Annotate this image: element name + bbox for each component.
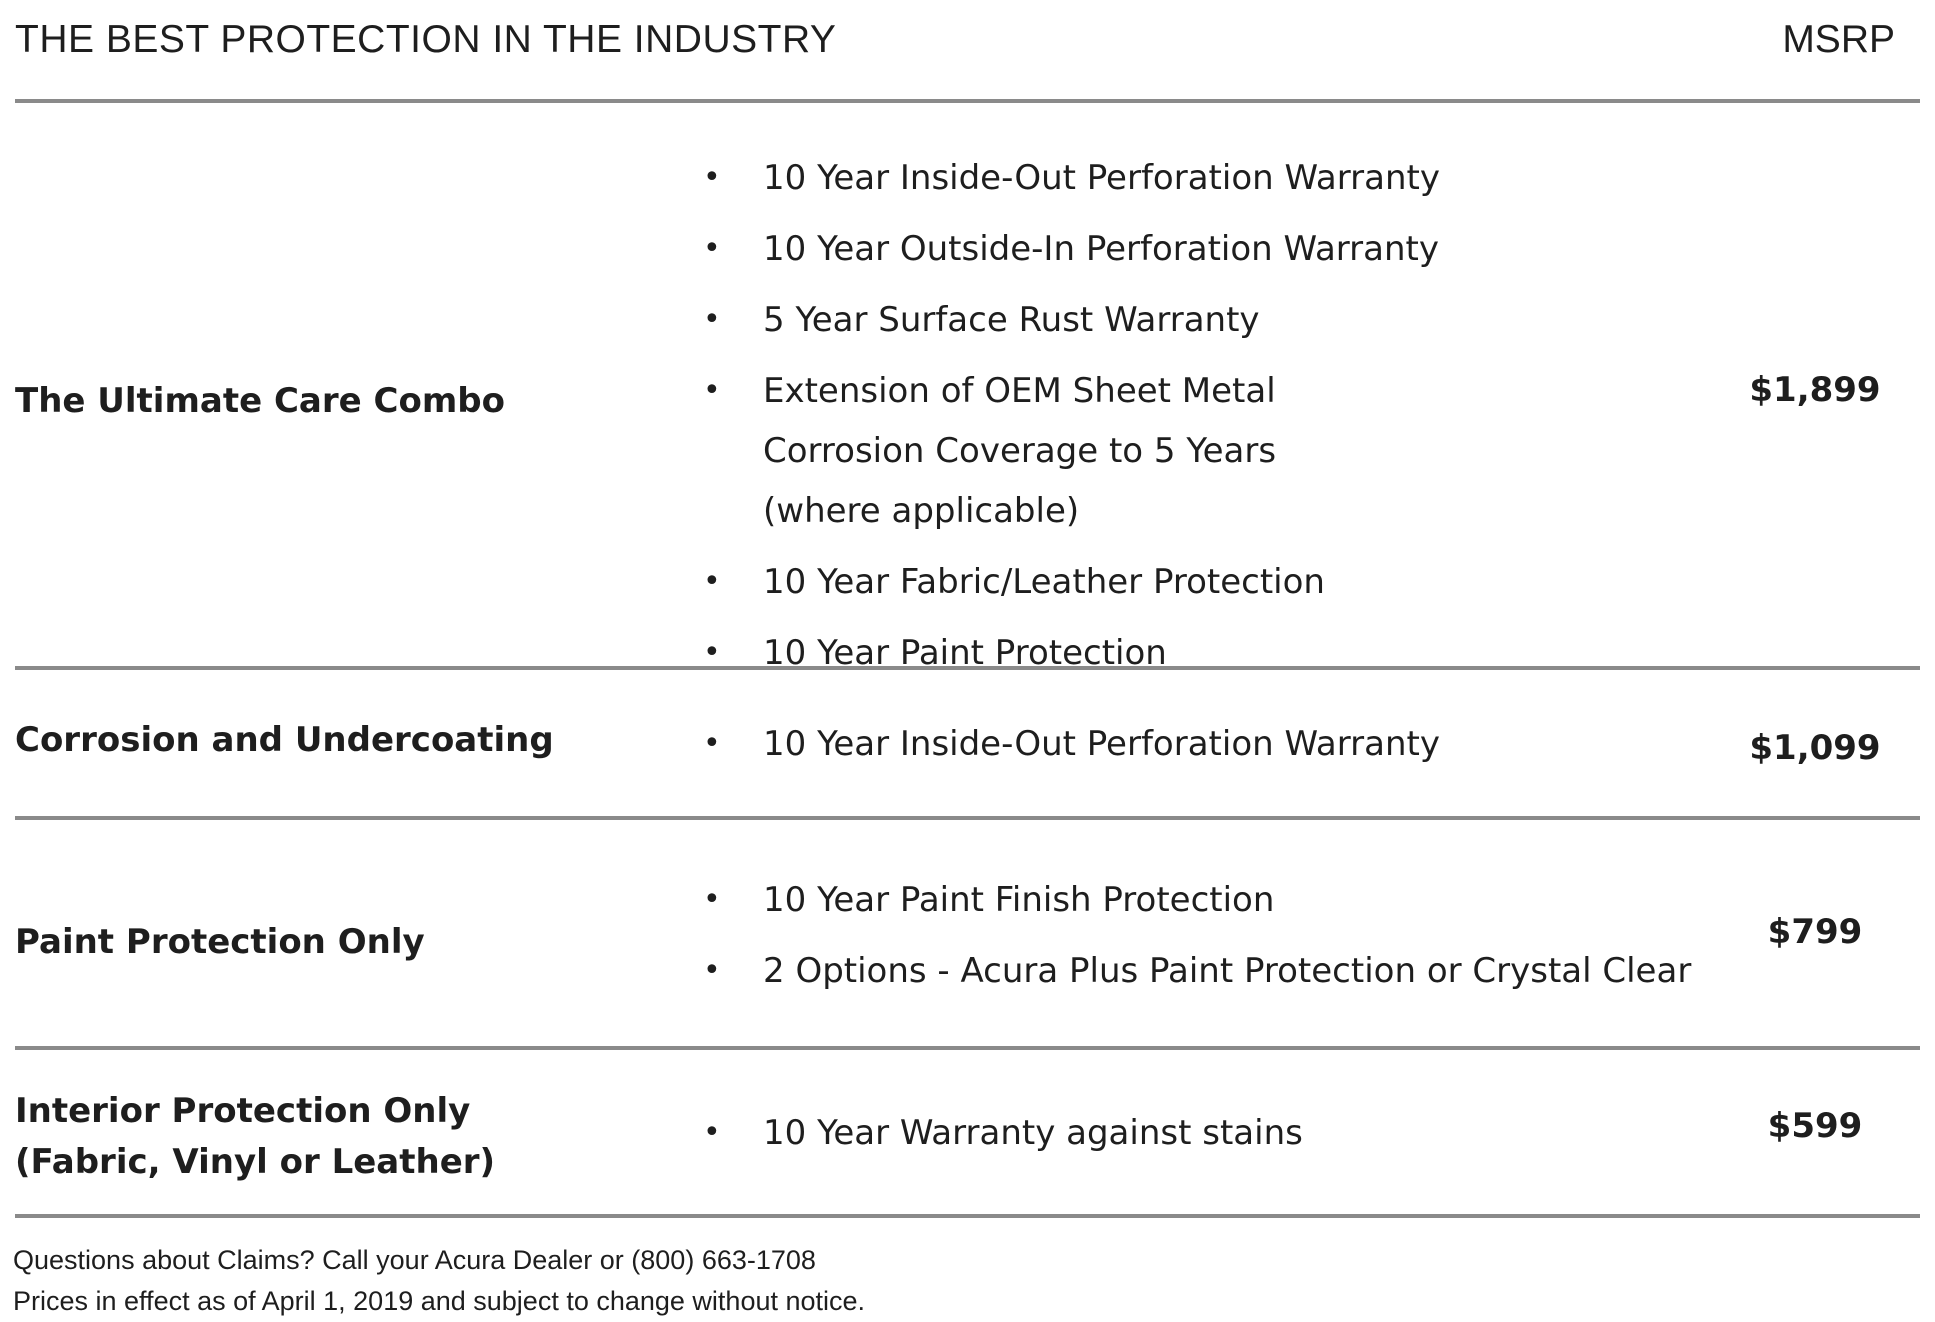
bullet-icon: • [703, 726, 721, 761]
feature-text: 2 Options - Acura Plus Paint Protection or Crystal Clear [763, 951, 1692, 991]
bullet-icon: • [703, 1115, 721, 1150]
product-feature-list [695, 148, 1743, 683]
row-divider [15, 1046, 1920, 1050]
bottom-divider [15, 1214, 1920, 1218]
bullet-icon: • [703, 302, 721, 337]
feature-item [695, 714, 1743, 774]
product-name-qualifier: (Fabric, Vinyl or Leather) [15, 1142, 496, 1182]
feature-item [695, 290, 1743, 350]
product-name [15, 1086, 495, 1188]
feature-item [695, 552, 1743, 612]
feature-text: Extension of OEM Sheet Metal Corrosion Coverage to 5 Years (where applicable) [763, 371, 1277, 531]
product-price: $1,899 [1749, 370, 1881, 410]
feature-text: 10 Year Paint Finish Protection [763, 880, 1275, 920]
product-name: The Ultimate Care Combo [15, 381, 505, 421]
bullet-icon: • [703, 160, 721, 195]
feature-text: 5 Year Surface Rust Warranty [763, 300, 1260, 340]
bullet-icon: • [703, 373, 721, 408]
product-name: Paint Protection Only [15, 922, 425, 962]
product-price: $599 [1767, 1106, 1863, 1146]
row-divider [15, 816, 1920, 820]
feature-text: 10 Year Outside-In Perforation Warranty [763, 229, 1439, 269]
footer-notes [13, 1240, 865, 1322]
header-divider [15, 99, 1920, 103]
row-divider [15, 666, 1920, 670]
bullet-icon: • [703, 882, 721, 917]
pricing-disclaimer: Prices in effect as of April 1, 2019 and subject to change without notice. [13, 1286, 866, 1316]
feature-item [695, 870, 1743, 930]
feature-text: 10 Year Fabric/Leather Protection [763, 562, 1325, 602]
msrp-column-header: MSRP [1782, 18, 1895, 61]
bullet-icon: • [703, 635, 721, 670]
product-name-line: Interior Protection Only [15, 1091, 471, 1131]
feature-item [695, 361, 1363, 541]
bullet-icon: • [703, 953, 721, 988]
feature-item [695, 1103, 1743, 1163]
feature-text: 10 Year Warranty against stains [763, 1113, 1303, 1153]
bullet-icon: • [703, 564, 721, 599]
product-name: Corrosion and Undercoating [15, 720, 554, 760]
feature-text: 10 Year Inside-Out Perforation Warranty [763, 724, 1440, 764]
product-feature-list [695, 1103, 1743, 1163]
product-price: $799 [1767, 912, 1863, 952]
feature-text: 10 Year Paint Protection [763, 633, 1167, 673]
product-feature-list [695, 714, 1743, 774]
claims-contact: Questions about Claims? Call your Acura Dealer or (800) 663-1708 [13, 1245, 816, 1275]
product-price: $1,099 [1749, 728, 1881, 768]
product-feature-list [695, 870, 1743, 1001]
page-title: THE BEST PROTECTION IN THE INDUSTRY [15, 18, 837, 61]
feature-item [695, 148, 1743, 208]
feature-item [695, 941, 1743, 1001]
bullet-icon: • [703, 231, 721, 266]
feature-text: 10 Year Inside-Out Perforation Warranty [763, 158, 1440, 198]
feature-item [695, 623, 1743, 683]
feature-item [695, 219, 1743, 279]
